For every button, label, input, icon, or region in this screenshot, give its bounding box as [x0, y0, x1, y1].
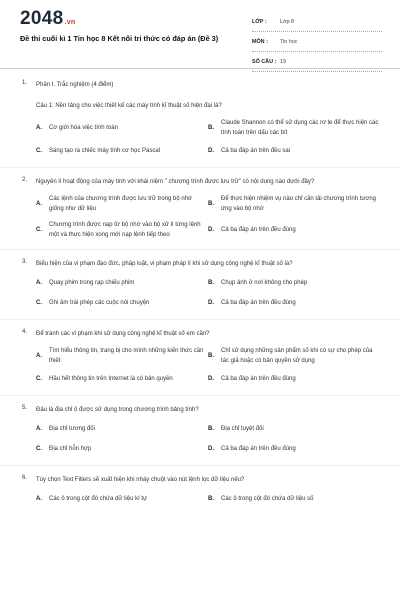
- site-logo[interactable]: 2048.vn: [20, 8, 76, 29]
- info-row-class: LỚP : Lớp 8: [252, 12, 382, 32]
- option-b[interactable]: B. Các ô trong cột đó chứa dữ liệu số: [208, 496, 314, 502]
- option-a[interactable]: A. Các ô trong cột đó chứa dữ liệu kí tự: [36, 496, 148, 502]
- question-5: 5. Đâu là địa chỉ ô được sử dụng trong chương trình bảng tính? A. Địa chỉ tương đối B. Địa chỉ tuyệt đối C. Địa chỉ hỗn hợp D. Cả ba đáp án trên đều đúng: [0, 405, 400, 462]
- question-text: Câu 1: Nền tảng cho việc thiết kế các máy tính kĩ thuật số hiện đại là?: [36, 103, 222, 109]
- exam-info: [252, 12, 382, 72]
- option-c[interactable]: C. Hầu hết thông tin trên Internet là có bản quyền: [36, 376, 173, 382]
- option-b[interactable]: B. Địa chỉ tuyệt đối: [208, 426, 264, 432]
- option-a[interactable]: A. Quay phim trong rạp chiếu phim: [36, 280, 135, 286]
- question-divider: [0, 249, 400, 250]
- section-title: Phần I. Trắc nghiệm (4 điểm): [36, 82, 114, 88]
- question-text: Biểu hiện của vi phạm đạo đức, pháp luật, vi phạm pháp lí khi sử dụng công nghệ kĩ thuật số là?: [36, 261, 293, 267]
- question-text: Tùy chọn Text Filters sẽ xuất hiện khi nháy chuột vào nút lệnh lọc dữ liệu nếu?: [36, 477, 245, 483]
- question-list: [0, 80, 400, 512]
- option-c[interactable]: C. Ghi âm trái phép các cuộc nói chuyện: [36, 300, 150, 306]
- question-6: 6. Tùy chọn Text Filters sẽ xuất hiện khi nháy chuột vào nút lệnh lọc dữ liệu nếu? A. Các ô trong cột đó chứa dữ liệu kí tự B. Các ô trong cột đó chứa dữ liệu số: [0, 475, 400, 512]
- option-b[interactable]: B. Claude Shannon có thể sử dụng các rơ le để thực hiện các tính toán trên dấu các bít: [208, 120, 379, 136]
- question-text: Đâu là địa chỉ ô được sử dụng trong chương trình bảng tính?: [36, 407, 199, 413]
- question-divider: [0, 465, 400, 466]
- option-d[interactable]: D. Cả ba đáp án trên đều đúng: [208, 446, 296, 452]
- option-c[interactable]: C. Địa chỉ hỗn hợp: [36, 446, 92, 452]
- option-c[interactable]: C. Sáng tạo ra chiếc máy tính cơ học Pascal: [36, 148, 160, 154]
- option-a[interactable]: A. Cơ giới hóa việc tính toán: [36, 125, 118, 131]
- question-text: Để tránh các vi phạm khi sử dụng công nghệ kĩ thuật số em cần?: [36, 331, 210, 337]
- option-c[interactable]: C. Chương trình được nạp từ bộ nhớ vào bộ xử lí từng lệnh một và thực hiện xong mới nạp lệnh tiếp theo: [36, 222, 201, 238]
- option-d[interactable]: D. Cả ba đáp án trên đều sai: [208, 148, 291, 154]
- question-4: 4. Để tránh các vi phạm khi sử dụng công nghệ kĩ thuật số em cần? A. Tìm hiểu thông tin, trang bị cho mình những kiến thức cần thiết B. Chỉ sử dụng những sản phẩm số khi có sự cho phép của tác giả hoặc có bản quyền sử dụng C. Hầu hết thông tin trên Internet là có bản quyền D. Cả ba đáp án trên đều đúng: [0, 329, 400, 392]
- info-row-count: SỐ CÂU : 19: [252, 52, 382, 72]
- question-2: 2. Nguyên lí hoạt động của máy tính với khái niệm " chương trình được lưu trữ" có nội dung nào dưới đây? A. Các lệnh của chương trình được lưu trữ trong bộ nhớ giống như dữ liệu B. Để thực hiện nhiệm vụ nào chỉ cần tải chương trình tương ứng vào bộ nhớ C. Chương trình được nạp từ bộ nhớ vào bộ xử lí từng lệnh một và thực hiện xong mới nạp lệnh tiếp theo D. Cả ba đáp án trên đều đúng: [0, 177, 400, 246]
- question-divider: [0, 167, 400, 168]
- option-d[interactable]: D. Cả ba đáp án trên đều đúng: [208, 376, 296, 382]
- option-a[interactable]: A. Các lệnh của chương trình được lưu trữ trong bộ nhớ giống như dữ liệu: [36, 196, 192, 212]
- page-header: [0, 0, 400, 68]
- question-divider: [0, 395, 400, 396]
- option-a[interactable]: A. Địa chỉ tương đối: [36, 426, 95, 432]
- option-d[interactable]: D. Cả ba đáp án trên đều đúng: [208, 300, 296, 306]
- option-b[interactable]: B. Chụp ảnh ở nơi không cho phép: [208, 280, 308, 286]
- option-a[interactable]: A. Tìm hiểu thông tin, trang bị cho mình những kiến thức cần thiết: [36, 348, 204, 364]
- question-3: 3. Biểu hiện của vi phạm đạo đức, pháp luật, vi phạm pháp lí khi sử dụng công nghệ kĩ thuật số là? A. Quay phim trong rạp chiếu phim B. Chụp ảnh ở nơi không cho phép C. Ghi âm trái phép các cuộc nói chuyện D. Cả ba đáp án trên đều đúng: [0, 259, 400, 316]
- document-title: Đề thi cuối kì 1 Tin học 8 Kết nối tri thức có đáp án (Đề 3): [20, 34, 219, 43]
- question-1: 1. Phần I. Trắc nghiệm (4 điểm) Câu 1: Nền tảng cho việc thiết kế các máy tính kĩ thuật số hiện đại là? A. Cơ giới hóa việc tính toán B. Claude Shannon có thể sử dụng các rơ le để thực hiện các tính toán trên dấu các bít C. Sáng tạo ra chiếc máy tính cơ học Pascal D. Cả ba đáp án trên đều sai: [0, 80, 400, 164]
- header-divider: [0, 68, 400, 69]
- info-row-subject: MÔN : Tin học: [252, 32, 382, 52]
- question-text: Nguyên lí hoạt động của máy tính với khái niệm " chương trình được lưu trữ" có nội dung nào dưới đây?: [36, 179, 315, 185]
- option-b[interactable]: B. Chỉ sử dụng những sản phẩm số khi có sự cho phép của tác giả hoặc có bản quyền sử dụng: [208, 348, 373, 364]
- option-d[interactable]: D. Cả ba đáp án trên đều đúng: [208, 227, 296, 233]
- option-b[interactable]: B. Để thực hiện nhiệm vụ nào chỉ cần tải chương trình tương ứng vào bộ nhớ: [208, 196, 377, 212]
- question-divider: [0, 319, 400, 320]
